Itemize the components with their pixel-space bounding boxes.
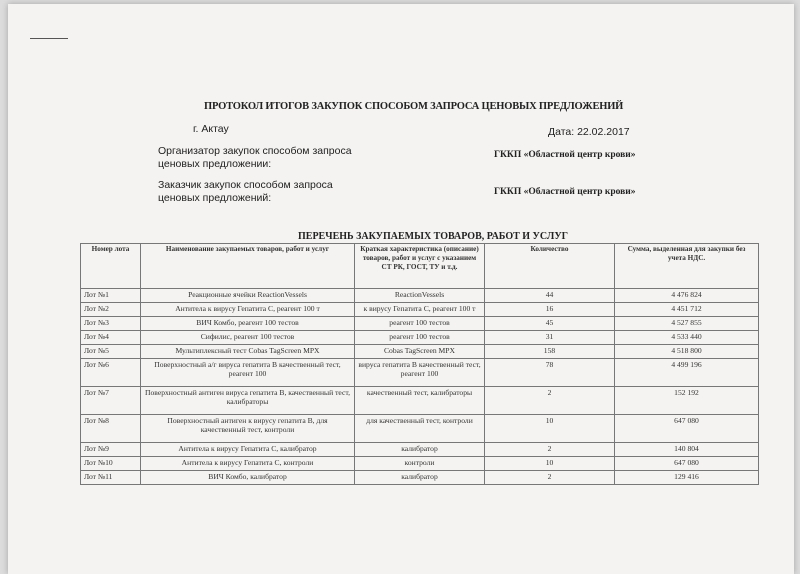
- table-row: [81, 387, 759, 415]
- document-page: [8, 4, 794, 574]
- header-name: Наименование закупаемых товаров, работ и услуг: [141, 244, 355, 289]
- cell-lot: Лот №5: [81, 345, 141, 359]
- scan-mark: [30, 38, 68, 39]
- header-lot: Номер лота: [81, 244, 141, 289]
- cell-qty: 31: [485, 331, 615, 345]
- organizer-label: Организатор закупок способом запроса ценовых предложении:: [158, 145, 352, 170]
- cell-lot: Лот №7: [81, 387, 141, 415]
- customer-value: ГККП «Областной центр крови»: [494, 187, 636, 197]
- cell-name: ВИЧ Комбо, калибратор: [141, 471, 355, 485]
- table-row: [81, 415, 759, 443]
- city-label: г. Актау: [193, 123, 229, 135]
- table-row: [81, 359, 759, 387]
- lots-table: [80, 243, 759, 485]
- cell-qty: 44: [485, 289, 615, 303]
- cell-qty: 10: [485, 457, 615, 471]
- cell-sum: 4 476 824: [615, 289, 759, 303]
- cell-lot: Лот №1: [81, 289, 141, 303]
- table-row: [81, 303, 759, 317]
- table-row: [81, 457, 759, 471]
- table-row: [81, 331, 759, 345]
- cell-qty: 78: [485, 359, 615, 387]
- cell-sum: 4 533 440: [615, 331, 759, 345]
- cell-sum: 152 192: [615, 387, 759, 415]
- cell-lot: Лот №3: [81, 317, 141, 331]
- cell-sum: 4 451 712: [615, 303, 759, 317]
- cell-desc: качественный тест, калибраторы: [355, 387, 485, 415]
- cell-lot: Лот №11: [81, 471, 141, 485]
- cell-sum: 647 080: [615, 415, 759, 443]
- table-row: [81, 471, 759, 485]
- cell-desc: для качественный тест, контроли: [355, 415, 485, 443]
- cell-qty: 2: [485, 443, 615, 457]
- cell-qty: 10: [485, 415, 615, 443]
- cell-sum: 129 416: [615, 471, 759, 485]
- cell-name: Антитела к вирусу Гепатита С, реагент 100 т: [141, 303, 355, 317]
- cell-lot: Лот №6: [81, 359, 141, 387]
- cell-desc: к вирусу Гепатита С, реагент 100 т: [355, 303, 485, 317]
- cell-name: Сифилис, реагент 100 тестов: [141, 331, 355, 345]
- cell-desc: реагент 100 тестов: [355, 317, 485, 331]
- organizer-value: ГККП «Областной центр крови»: [494, 150, 636, 160]
- cell-sum: 140 804: [615, 443, 759, 457]
- cell-desc: ReactionVessels: [355, 289, 485, 303]
- document-title: ПРОТОКОЛ ИТОГОВ ЗАКУПОК СПОСОБОМ ЗАПРОСА ЦЕНОВЫХ ПРЕДЛОЖЕНИЙ: [204, 101, 624, 112]
- cell-lot: Лот №9: [81, 443, 141, 457]
- cell-name: ВИЧ Комбо, реагент 100 тестов: [141, 317, 355, 331]
- cell-lot: Лот №4: [81, 331, 141, 345]
- header-qty: Количество: [485, 244, 615, 289]
- cell-desc: калибратор: [355, 471, 485, 485]
- table-row: [81, 289, 759, 303]
- cell-qty: 45: [485, 317, 615, 331]
- cell-name: Реакционные ячейки ReactionVessels: [141, 289, 355, 303]
- cell-desc: реагент 100 тестов: [355, 331, 485, 345]
- cell-desc: вируса гепатита В качественный тест, реагент 100: [355, 359, 485, 387]
- table-row: [81, 345, 759, 359]
- header-sum: Сумма, выделенная для закупки без учета НДС.: [615, 244, 759, 289]
- cell-lot: Лот №10: [81, 457, 141, 471]
- cell-qty: 2: [485, 387, 615, 415]
- date-label: Дата: 22.02.2017: [548, 126, 630, 138]
- cell-desc: калибратор: [355, 443, 485, 457]
- customer-label: Заказчик закупок способом запроса ценовых предложений:: [158, 179, 333, 204]
- cell-sum: 647 080: [615, 457, 759, 471]
- cell-name: Поверхностный а/г вируса гепатита В качественный тест, реагент 100: [141, 359, 355, 387]
- table-row: [81, 317, 759, 331]
- cell-sum: 4 527 855: [615, 317, 759, 331]
- header-desc: Краткая характеристика (описание) товаров, работ и услуг с указанием СТ РК, ГОСТ, ТУ и т.д.: [355, 244, 485, 289]
- cell-sum: 4 499 196: [615, 359, 759, 387]
- cell-lot: Лот №2: [81, 303, 141, 317]
- table-row: [81, 443, 759, 457]
- cell-name: Мультиплексный тест Cobas TagScreen MPX: [141, 345, 355, 359]
- cell-name: Антитела к вирусу Гепатита С, контроли: [141, 457, 355, 471]
- cell-sum: 4 518 800: [615, 345, 759, 359]
- cell-qty: 2: [485, 471, 615, 485]
- table-header-row: [81, 244, 759, 289]
- cell-name: Поверхностный антиген к вирусу гепатита В, для качественный тест, контроли: [141, 415, 355, 443]
- cell-lot: Лот №8: [81, 415, 141, 443]
- cell-name: Поверхностный антиген вируса гепатита В, качественный тест, калибраторы: [141, 387, 355, 415]
- cell-desc: Cobas TagScreen MPX: [355, 345, 485, 359]
- cell-qty: 158: [485, 345, 615, 359]
- cell-qty: 16: [485, 303, 615, 317]
- cell-desc: контроли: [355, 457, 485, 471]
- table-title: ПЕРЕЧЕНЬ ЗАКУПАЕМЫХ ТОВАРОВ, РАБОТ И УСЛУГ: [298, 231, 569, 242]
- table-body: [81, 289, 759, 485]
- cell-name: Антитела к вирусу Гепатита С, калибратор: [141, 443, 355, 457]
